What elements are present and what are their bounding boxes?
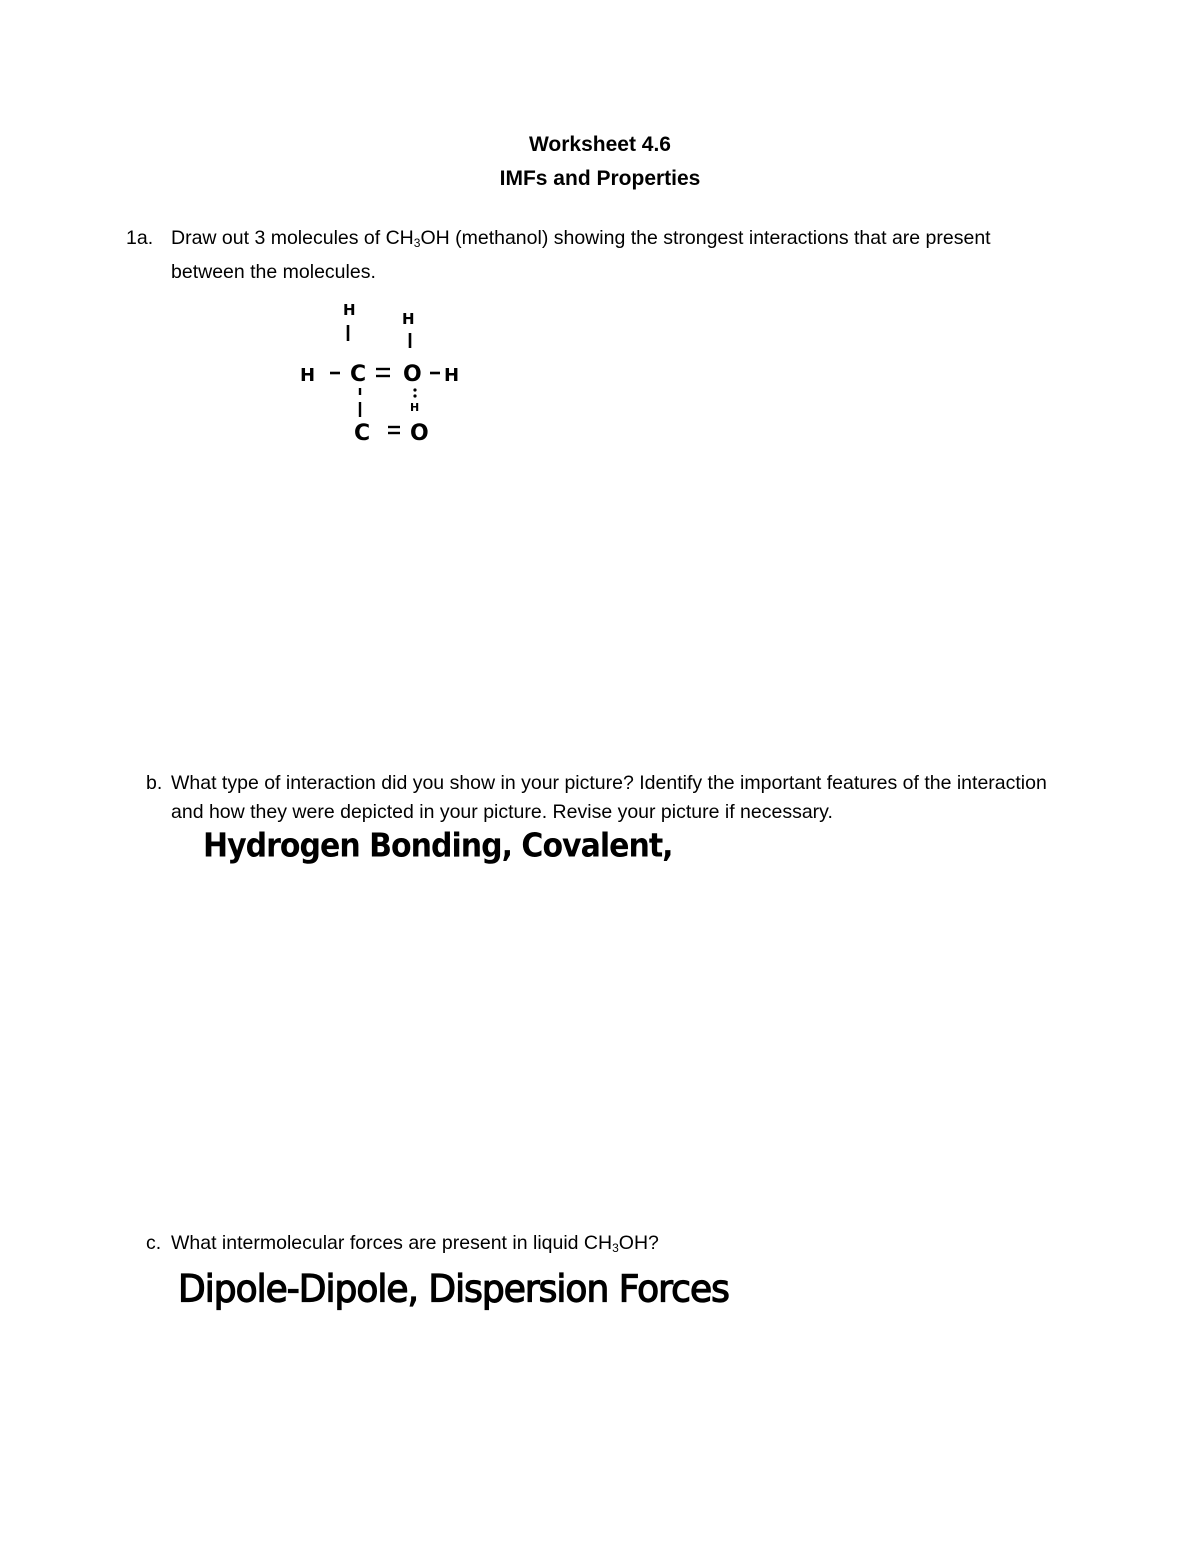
dot-hbond-1	[413, 388, 416, 391]
question-1a-subscript: 3	[413, 236, 421, 250]
question-1a	[126, 224, 1046, 284]
question-1a-number: 1a.	[126, 227, 154, 249]
question-c	[146, 1229, 1086, 1259]
atom-h-small: H	[410, 401, 420, 414]
handwritten-answer-c: Dipole-Dipole, Dispersion Forces	[178, 1268, 729, 1312]
dot-hbond-2	[413, 394, 416, 397]
question-1a-text-part2: OH (methanol) showing the strongest interactions that are present between the molecules.	[171, 227, 991, 283]
atom-c-center: C	[350, 362, 367, 387]
question-b	[146, 769, 1086, 829]
handwritten-answer-b: Hydrogen Bonding, Covalent,	[203, 827, 673, 866]
question-b-number: b.	[146, 772, 163, 794]
atom-h-right: H	[444, 365, 460, 386]
atom-h-left: H	[300, 365, 316, 386]
question-c-text-part2: OH?	[618, 1232, 659, 1254]
atom-h-top-left: H	[343, 301, 356, 319]
worksheet-subtitle: IMFs and Properties	[499, 167, 701, 190]
atom-o-bottom: O	[410, 421, 429, 445]
question-1a-text	[171, 224, 1031, 287]
methanol-drawing	[290, 295, 480, 445]
question-c-text	[171, 1229, 1081, 1263]
atom-h-top-right: H	[402, 310, 415, 328]
question-c-text-part1: What intermolecular forces are present in liquid CH	[171, 1232, 613, 1254]
methanol-drawing-svg	[290, 295, 480, 445]
question-b-text: What type of interaction did you show in your picture? Identify the important features of the interaction and how they were depicted in your picture. Revise your picture if necessary.	[171, 772, 1047, 823]
question-c-subscript: 3	[612, 1241, 619, 1255]
atom-c-bottom: C	[354, 421, 371, 445]
title-block	[0, 128, 1200, 196]
question-1a-text-part1: Draw out 3 molecules of CH	[171, 227, 414, 249]
atom-o-center: O	[403, 362, 422, 387]
worksheet-title: Worksheet 4.6	[528, 133, 671, 156]
question-c-number: c.	[146, 1232, 162, 1254]
